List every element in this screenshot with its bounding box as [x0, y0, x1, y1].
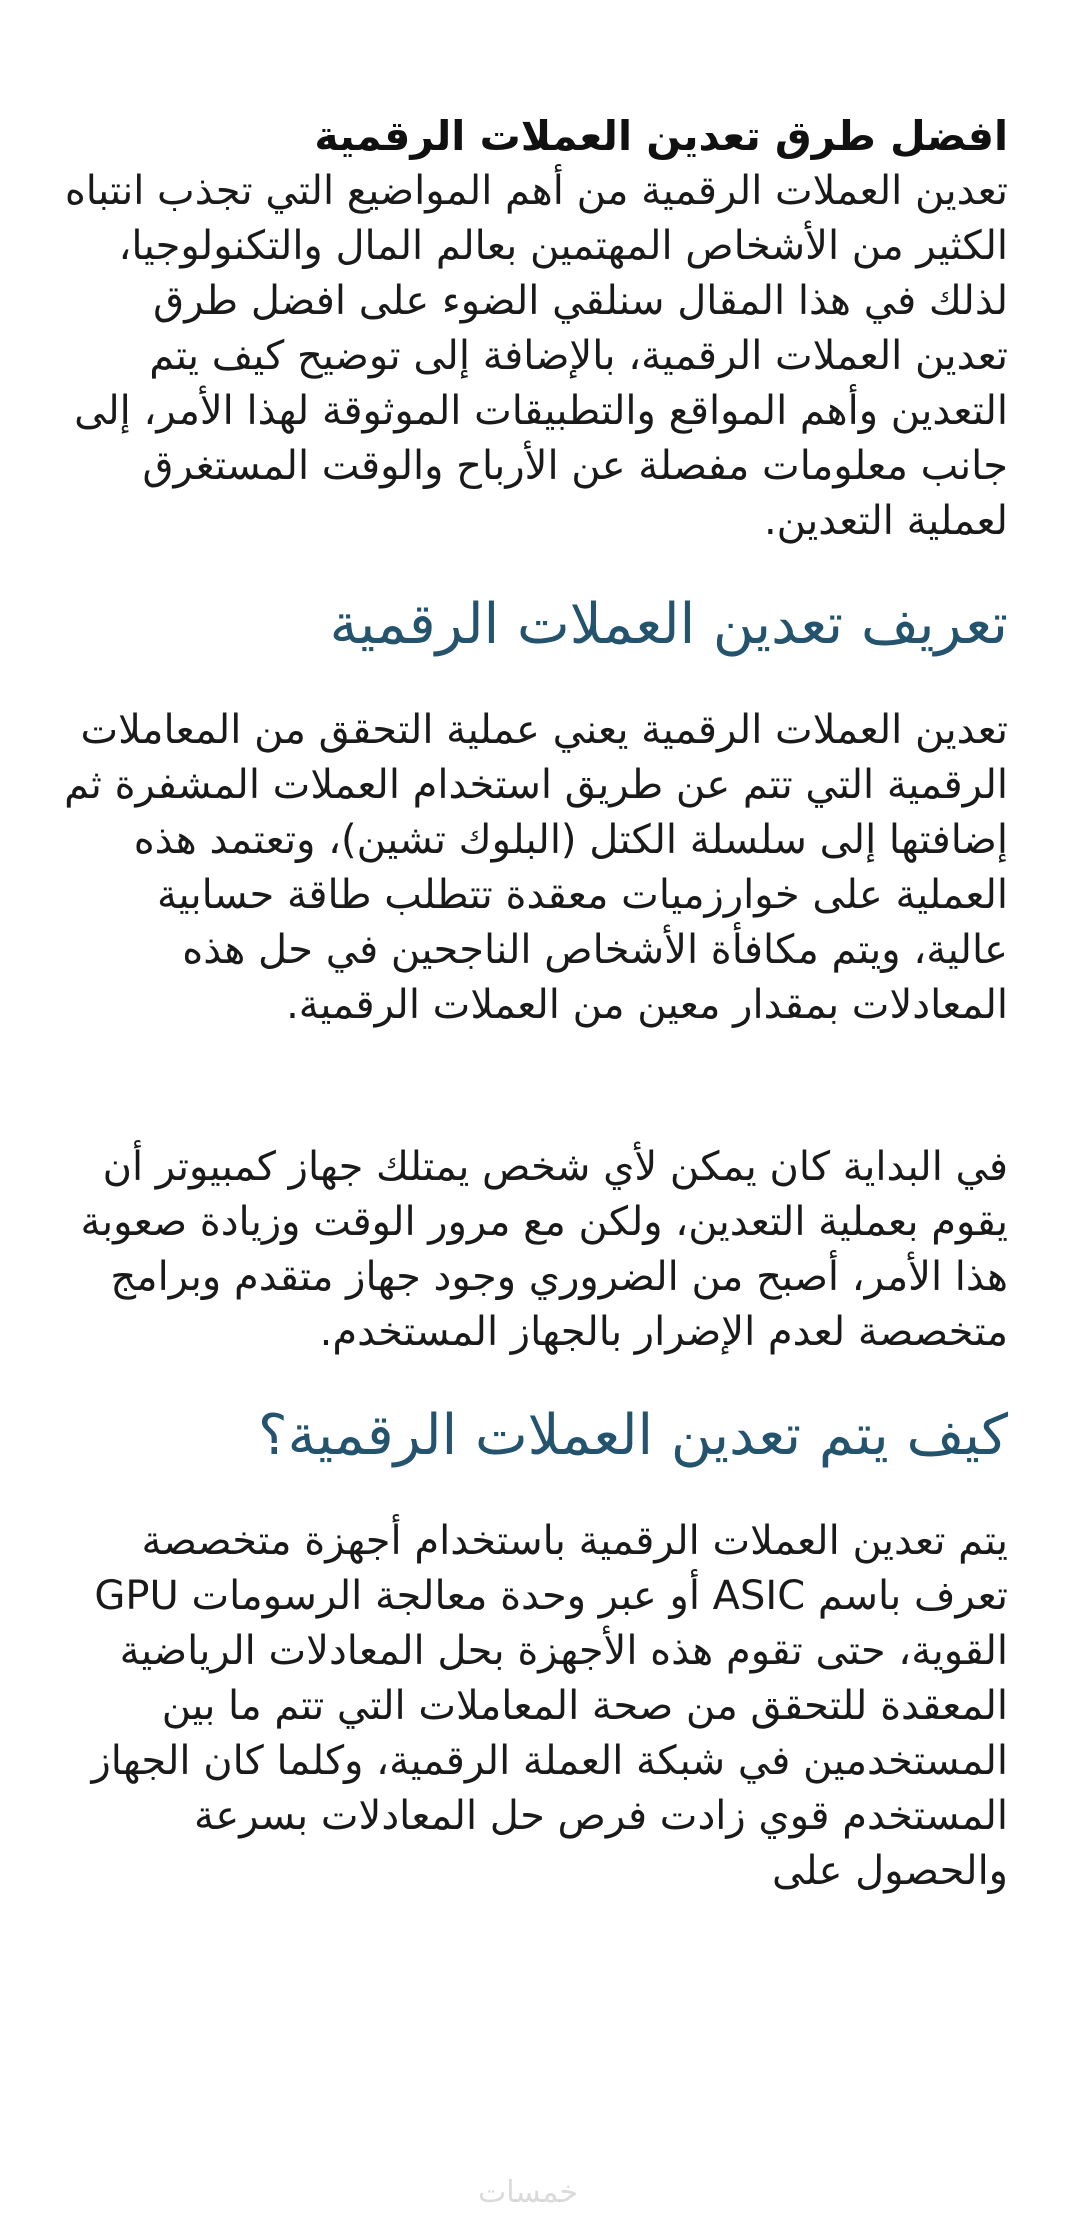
definition-paragraph-2: في البداية كان يمكن لأي شخص يمتلك جهاز كمبيوتر أن يقوم بعملية التعدين، ولكن مع مرور الوقت وزيادة صعوبة هذا الأمر، أصبح من الضروري وجود جهاز متقدم وبرامج متخصصة لعدم الإضرار بالجهاز المستخدم. — [80, 1144, 1008, 1355]
how-mining-works-paragraph: يتم تعدين العملات الرقمية باستخدام أجهزة متخصصة تعرف باسم ASIC أو عبر وحدة معالجة الرسومات GPU القوية، حتى تقوم هذه الأجهزة بحل المعادلات الرياضية المعقدة للتحقق من صحة المعاملات التي تتم ما بين المستخدمين في شبكة العملة الرقمية، وكلما كان الجهاز المستخدم قوي زادت فرص حل المعادلات بسرعة والحصول على — [91, 1518, 1008, 1894]
definition-paragraph-1: تعدين العملات الرقمية يعني عملية التحقق من المعاملات الرقمية التي تتم عن طريق استخدام العملات المشفرة ثم إضافتها إلى سلسلة الكتل (البلوك تشين)، وتعتمد هذه العملية على خوارزميات معقدة تتطلب طاقة حسابية عالية، ويتم مكافأة الأشخاص الناجحين في حل هذه المعادلات بمقدار معين من العملات الرقمية. — [64, 707, 1008, 1028]
intro-paragraph: تعدين العملات الرقمية من أهم المواضيع التي تجذب انتباه الكثير من الأشخاص المهتمين بعالم المال والتكنولوجيا، لذلك في هذا المقال سنلقي الضوء على افضل طرق تعدين العملات الرقمية، بالإضافة إلى توضيح كيف يتم التعدين وأهم المواقع والتطبيقات الموثوقة لهذا الأمر، إلى جانب معلومات مفصلة عن الأرباح والوقت المستغرق لعملية التعدين. — [64, 168, 1008, 544]
site-watermark: خمسات — [478, 2175, 579, 2210]
section-heading-how-mining-works: كيف يتم تعدين العملات الرقمية؟ — [257, 1403, 1008, 1468]
paragraph-spacer — [64, 1033, 1008, 1140]
article-title: افضل طرق تعدين العملات الرقمية — [314, 112, 1008, 160]
section-heading-definition: تعريف تعدين العملات الرقمية — [329, 592, 1008, 657]
